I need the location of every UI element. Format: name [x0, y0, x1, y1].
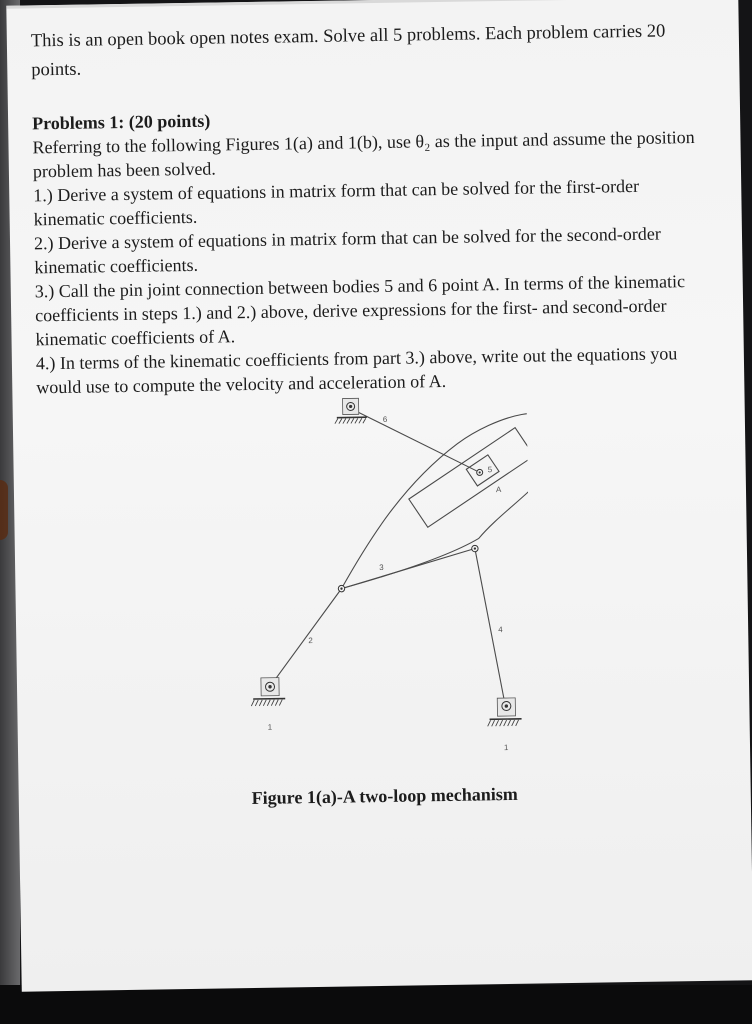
- ground-pivot-left: [251, 678, 285, 707]
- problem-heading: Problems 1: (20 points): [31, 110, 211, 134]
- label-link-4: 4: [498, 625, 503, 635]
- background-bottom-edge: [0, 985, 752, 1024]
- problem-part-3: 3.) Call the pin joint connection between bodies 5 and 6 point A. In terms of the kinematic coefficients in steps 1.) and 2.) above, derive expressions for the first- and second-order kinematic coefficients of A.: [34, 271, 686, 350]
- exam-sheet: [6, 0, 752, 992]
- ground-pivot-top: [335, 398, 367, 423]
- exam-instructions: This is an open book open notes exam. Solve all 5 problems. Each problem carries 20 points.: [30, 21, 666, 81]
- label-link-5: 5: [487, 465, 493, 475]
- problem-1: [32, 101, 716, 400]
- label-link-6: 6: [382, 414, 388, 424]
- problem-part-4: 4.) In terms of the kinematic coefficients from part 3.) above, write out the equations you would use to compute the velocity and acceleration of A.: [35, 343, 678, 398]
- label-ground-right: 1: [503, 743, 509, 753]
- label-link-3: 3: [379, 562, 384, 573]
- problem-part-1: 1.) Derive a system of equations in matrix form that can be solved for the first-order kinematic coefficients.: [33, 175, 640, 230]
- link-2: [268, 589, 344, 688]
- mechanism-figure: [226, 388, 532, 763]
- link-3-body: [339, 413, 532, 589]
- ground-pivot-right: [487, 698, 521, 727]
- figure-caption: Figure 1(a)-A two-loop mechanism: [251, 783, 518, 809]
- background-object: [0, 480, 8, 540]
- label-point-A: A: [495, 485, 502, 495]
- exam-text: [31, 17, 717, 400]
- page-top-edge: [6, 0, 738, 9]
- slider-guide: [409, 428, 532, 528]
- slider-block-5: [466, 455, 499, 486]
- label-ground-left: 1: [267, 722, 273, 732]
- problem-part-2: 2.) Derive a system of equations in matrix form that can be solved for the second-order kinematic coefficients.: [33, 223, 661, 278]
- label-link-2: 2: [308, 636, 313, 646]
- problem-statement: Referring to the following Figures 1(a) and 1(b), use θ₂ as the input and assume the position problem has been solved.: [32, 127, 695, 182]
